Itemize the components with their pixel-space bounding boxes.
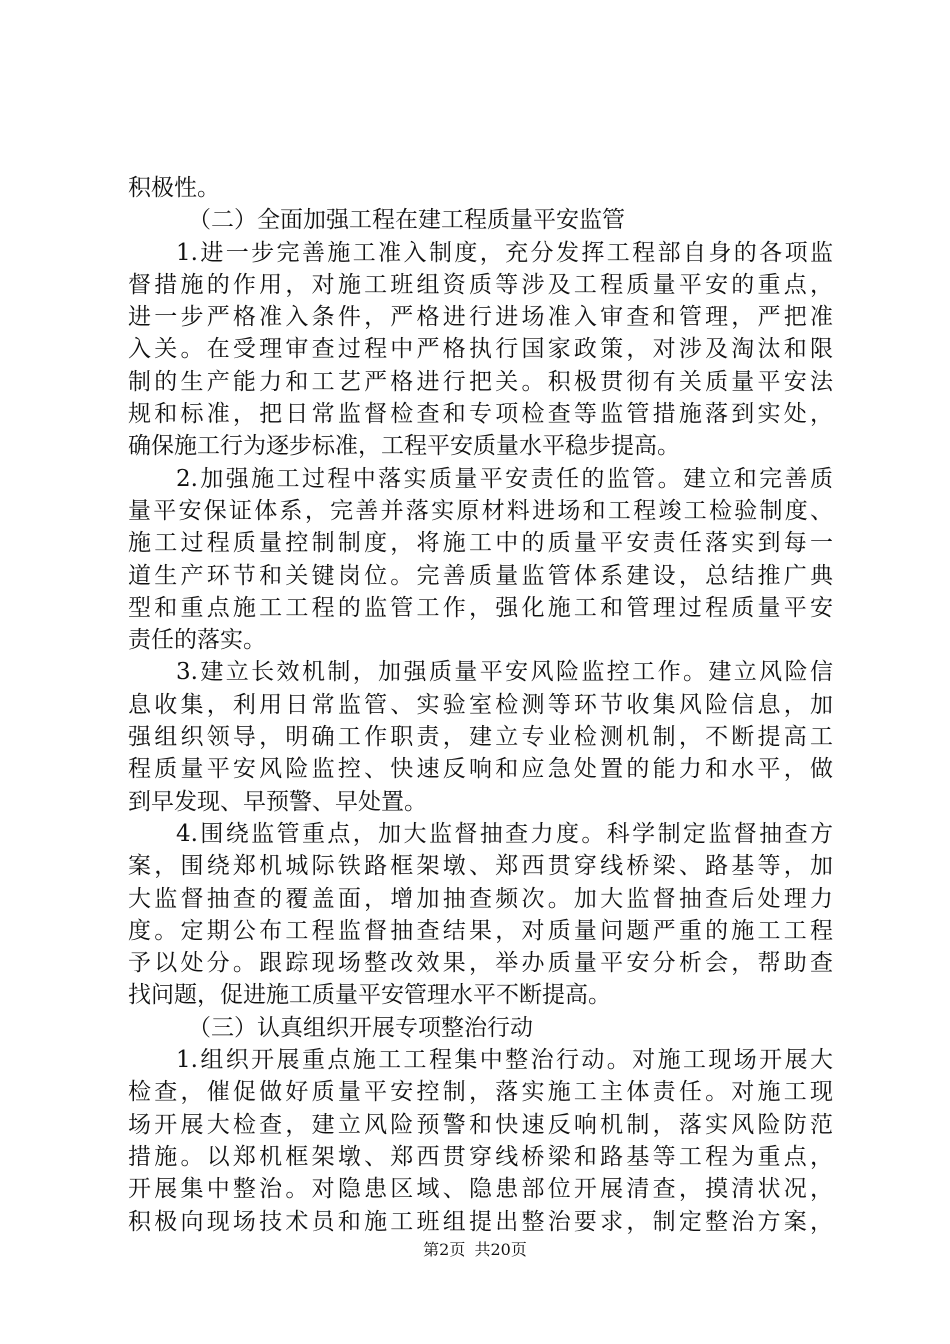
document-body xyxy=(128,172,833,1238)
paragraph-line: 度。定期公布工程监督抽查结果，对质量问题严重的施工工程 xyxy=(128,917,833,944)
section-heading: （三）认真组织开展专项整治行动 xyxy=(188,1014,533,1041)
paragraph-first-line: 3.建立长效机制，加强质量平安风险监控工作。建立风险信 xyxy=(176,659,833,686)
paragraph-last-line: 找问题，促进施工质量平安管理水平不断提高。 xyxy=(128,982,611,1009)
paragraph-line: 案，围绕郑机城际铁路框架墩、郑西贯穿线桥梁、路基等，加 xyxy=(128,853,833,880)
paragraph-first-line: 1.进一步完善施工准入制度，充分发挥工程部自身的各项监 xyxy=(176,239,833,266)
paragraph-last-line: 确保施工行为逐步标准，工程平安质量水平稳步提高。 xyxy=(128,433,680,460)
paragraph-last-line: 积极性。 xyxy=(128,175,220,201)
paragraph-line: 入关。在受理审查过程中严格执行国家政策，对涉及淘汰和限 xyxy=(128,336,833,363)
paragraph-line: 积极向现场技术员和施工班组提出整治要求，制定整治方案， xyxy=(128,1208,833,1235)
paragraph-line: 施工过程质量控制制度，将施工中的质量平安责任落实到每一 xyxy=(128,530,833,557)
paragraph-line: 程质量平安风险监控、快速反响和应急处置的能力和水平，做 xyxy=(128,756,833,783)
page-footer xyxy=(0,1240,950,1260)
paragraph-line: 道生产环节和关键岗位。完善质量监管体系建设，总结推广典 xyxy=(128,562,833,589)
paragraph-last-line: 到早发现、早预警、早处置。 xyxy=(128,788,427,815)
paragraph-line: 规和标准，把日常监督检查和专项检查等监管措施落到实处， xyxy=(128,401,833,428)
paragraph-first-line: 4.围绕监管重点，加大监督抽查力度。科学制定监督抽查方 xyxy=(176,820,833,847)
paragraph-line: 量平安保证体系，完善并落实原材料进场和工程竣工检验制度、 xyxy=(128,497,833,524)
paragraph-last-line: 责任的落实。 xyxy=(128,627,266,654)
paragraph-line: 制的生产能力和工艺严格进行把关。积极贯彻有关质量平安法 xyxy=(128,368,833,395)
paragraph-line: 措施。以郑机框架墩、郑西贯穿线桥梁和路基等工程为重点， xyxy=(128,1143,833,1170)
paragraph-first-line: 1.组织开展重点施工工程集中整治行动。对施工现场开展大 xyxy=(176,1047,833,1074)
paragraph-line: 开展集中整治。对隐患区域、隐患部位开展清查，摸清状况， xyxy=(128,1176,833,1203)
paragraph-line: 大监督抽查的覆盖面，增加抽查频次。加大监督抽查后处理力 xyxy=(128,885,833,912)
paragraph-line: 息收集，利用日常监管、实验室检测等环节收集风险信息，加 xyxy=(128,691,833,718)
paragraph-line: 进一步严格准入条件，严格进行进场准入审查和管理，严把准 xyxy=(128,304,833,331)
paragraph-line: 督措施的作用，对施工班组资质等涉及工程质量平安的重点， xyxy=(128,271,833,298)
paragraph-line: 检查，催促做好质量平安控制，落实施工主体责任。对施工现 xyxy=(128,1079,833,1106)
paragraph-line: 场开展大检查，建立风险预警和快速反响机制，落实风险防范 xyxy=(128,1111,833,1138)
paragraph-line: 型和重点施工工程的监管工作，强化施工和管理过程质量平安 xyxy=(128,594,833,621)
paragraph-line: 强组织领导，明确工作职责，建立专业检测机制，不断提高工 xyxy=(128,724,833,751)
page-total: 共20页 xyxy=(474,1240,527,1259)
page-number: 第2页 xyxy=(423,1240,466,1259)
paragraph-line: 予以处分。跟踪现场整改效果，举办质量平安分析会，帮助查 xyxy=(128,950,833,977)
paragraph-first-line: 2.加强施工过程中落实质量平安责任的监管。建立和完善质 xyxy=(176,465,833,492)
section-heading: （二）全面加强工程在建工程质量平安监管 xyxy=(188,207,625,234)
